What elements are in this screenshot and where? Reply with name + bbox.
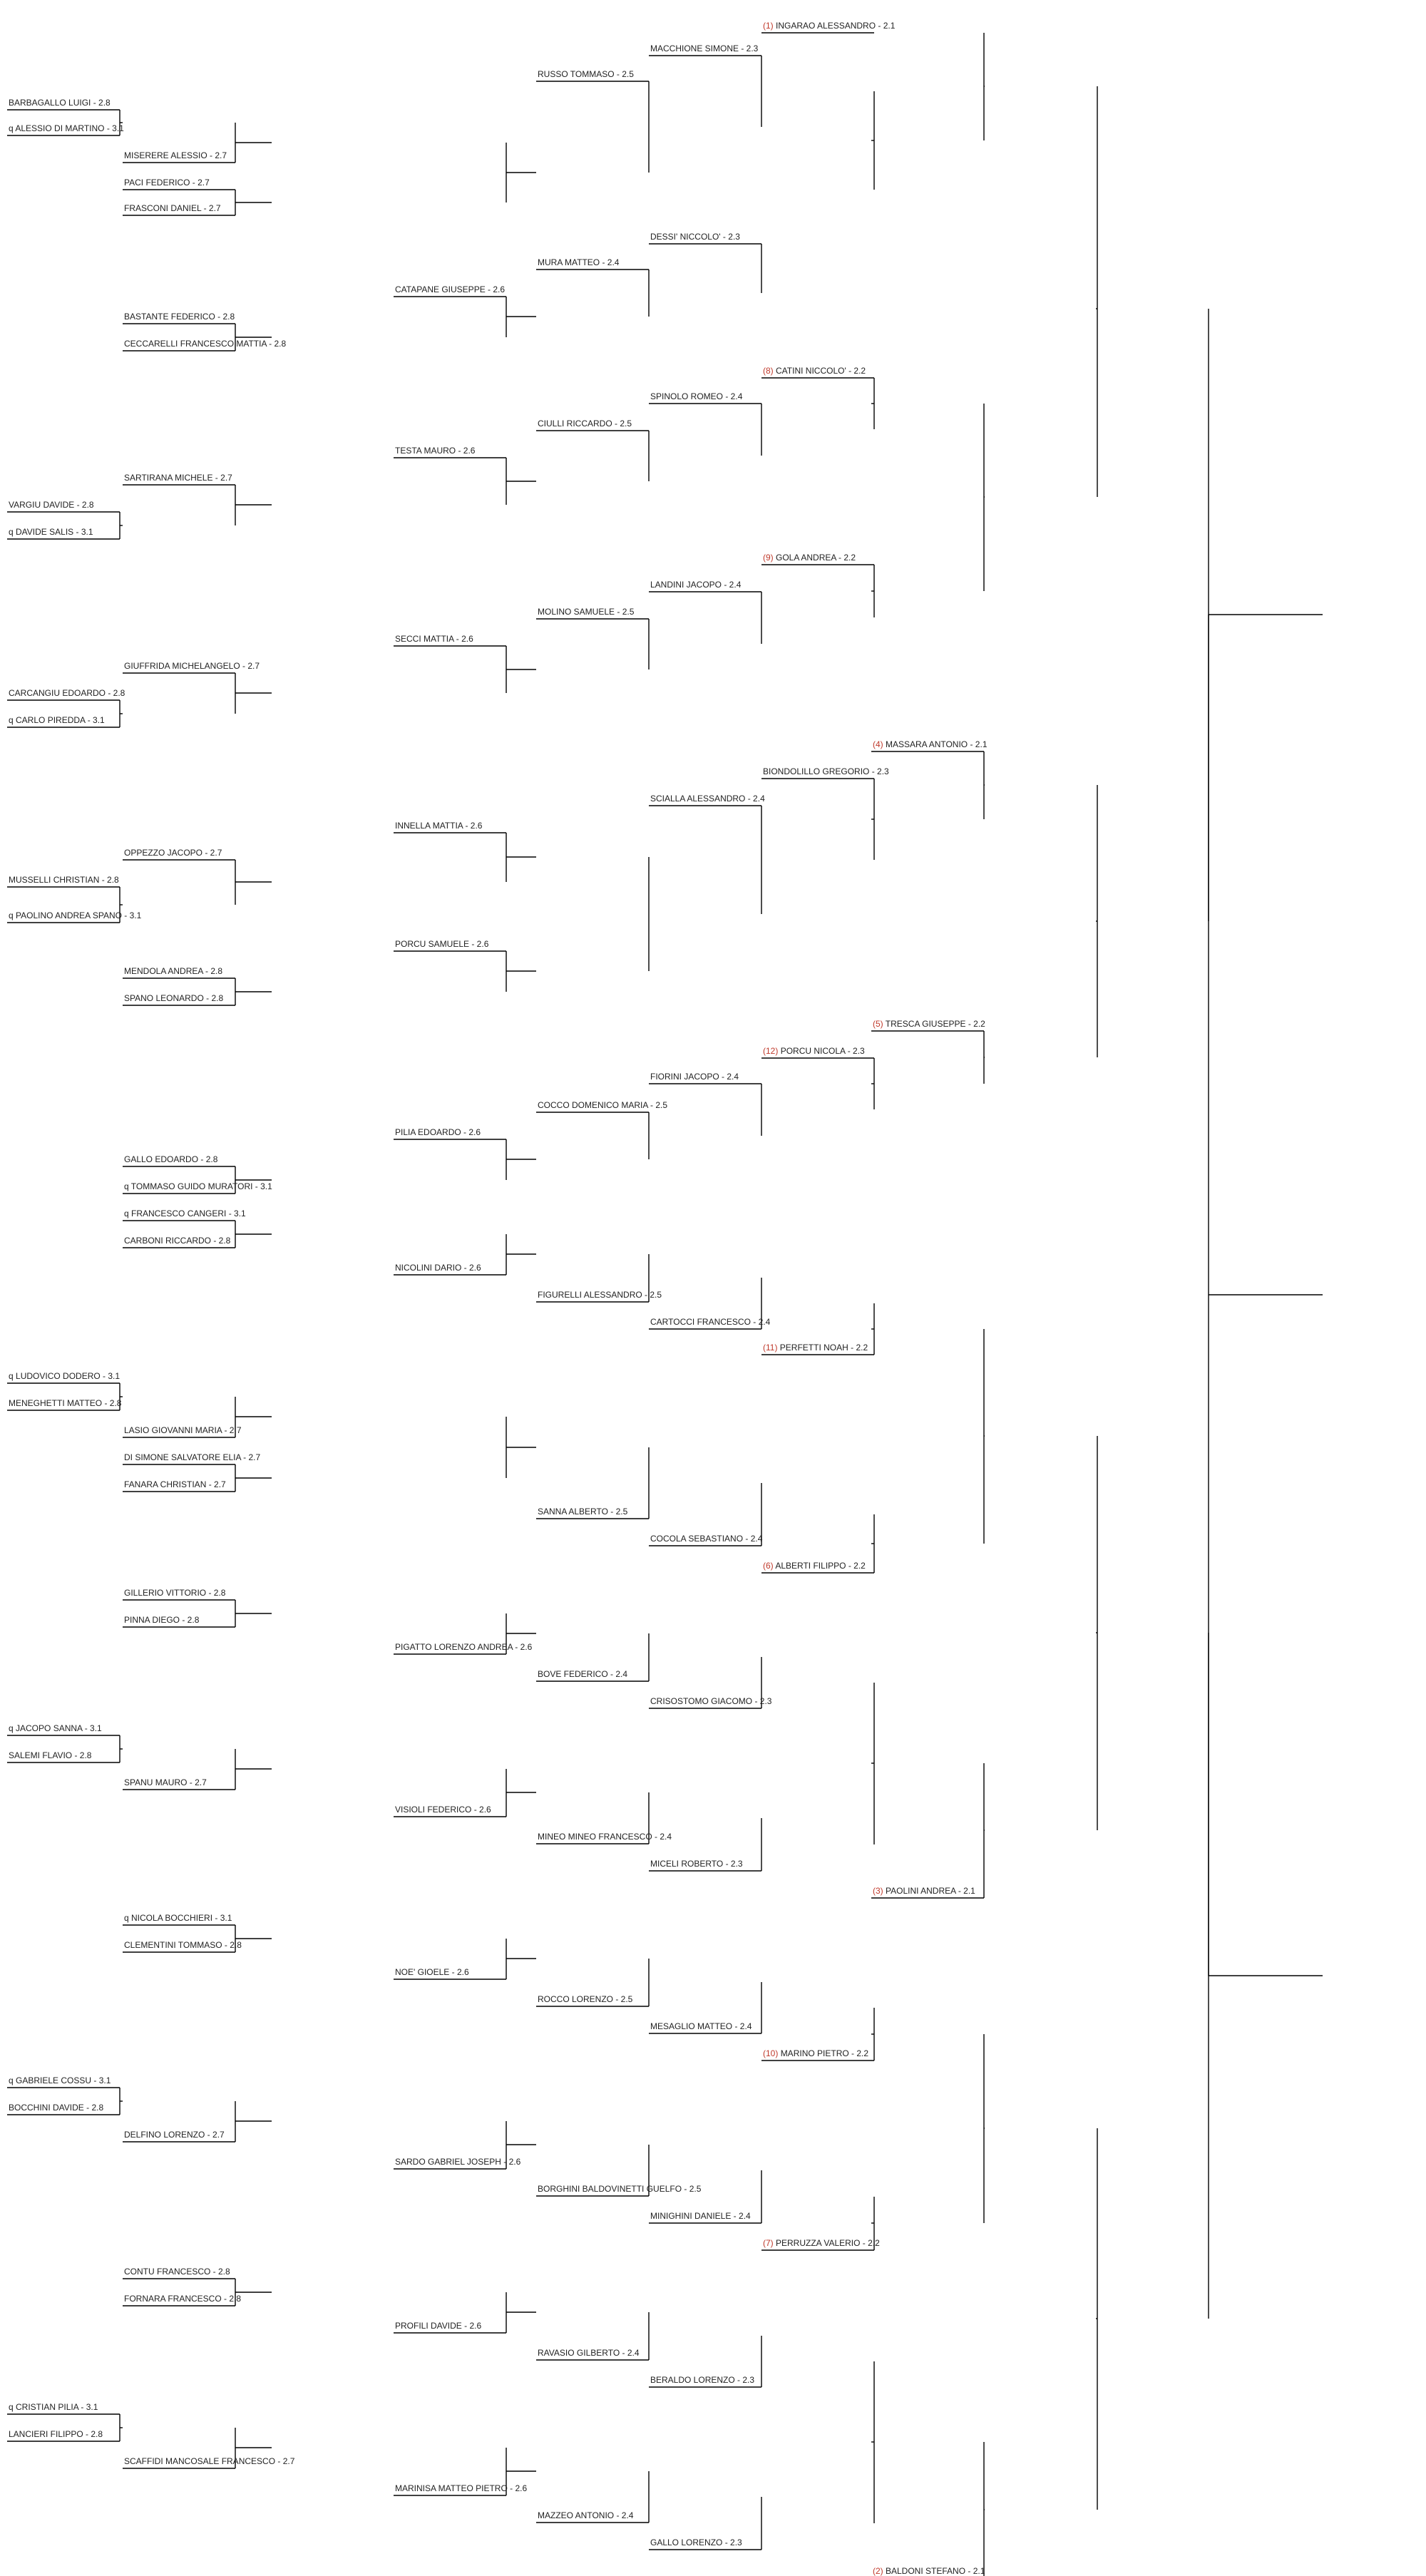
entry-label — [124, 473, 232, 483]
player-name: MARINISA MATTEO PIETRO - 2.6 — [395, 2483, 528, 2493]
entry-label — [763, 2238, 880, 2248]
player-name: CIULLI RICCARDO - 2.5 — [538, 419, 632, 429]
qualifier-mark: q — [124, 1913, 132, 1923]
entry-label — [124, 1588, 226, 1598]
entry-label — [538, 1832, 672, 1842]
player-name: BERALDO LORENZO - 2.3 — [650, 2375, 755, 2385]
entry-label — [124, 2267, 230, 2277]
entry-label — [395, 1127, 481, 1137]
player-name: VISIOLI FEDERICO - 2.6 — [395, 1805, 491, 1815]
player-name: MINEO MINEO FRANCESCO - 2.4 — [538, 1832, 672, 1842]
entry-label — [873, 1019, 985, 1029]
player-name: INGARAO ALESSANDRO - 2.1 — [776, 21, 896, 31]
player-name: SPINOLO ROMEO - 2.4 — [650, 391, 743, 401]
qualifier-mark: q — [9, 527, 16, 537]
player-name: SCAFFIDI MANCOSALE FRANCESCO - 2.7 — [124, 2456, 295, 2466]
entry-label — [124, 339, 286, 349]
entry-label — [9, 2402, 98, 2412]
player-name: PAOLINO ANDREA SPANO - 3.1 — [16, 910, 142, 920]
player-name: COCOLA SEBASTIANO - 2.4 — [650, 1534, 763, 1544]
entry-label — [124, 1452, 261, 1462]
player-name: PACI FEDERICO - 2.7 — [124, 178, 210, 188]
player-name: ALBERTI FILIPPO - 2.2 — [775, 1561, 866, 1571]
entry-label — [395, 2483, 527, 2493]
entry-label — [538, 1100, 667, 1110]
entry-label — [650, 43, 759, 53]
player-name: PORCU NICOLA - 2.3 — [780, 1046, 865, 1056]
entry-label — [650, 2211, 751, 2221]
entry-label — [538, 1994, 633, 2004]
entry-label — [763, 1343, 868, 1353]
player-name: FIORINI JACOPO - 2.4 — [650, 1072, 739, 1082]
player-name: BOCCHINI DAVIDE - 2.8 — [9, 2103, 104, 2113]
entry-label — [538, 2184, 702, 2194]
entry-labels — [9, 21, 988, 2576]
entry-label — [9, 1398, 122, 1408]
player-name: JACOPO SANNA - 3.1 — [16, 1723, 102, 1733]
seed-number: (12) — [763, 1046, 781, 1056]
player-name: MUSSELLI CHRISTIAN - 2.8 — [9, 875, 119, 885]
player-name: TESTA MAURO - 2.6 — [395, 446, 476, 456]
player-name: FRASCONI DANIEL - 2.7 — [124, 203, 221, 213]
seed-number: (2) — [873, 2566, 886, 2576]
entry-label — [650, 1072, 739, 1082]
entry-label — [124, 1236, 231, 1246]
entry-label — [124, 993, 223, 1003]
entry-label — [395, 2321, 481, 2331]
player-name: GIUFFRIDA MICHELANGELO - 2.7 — [124, 661, 260, 671]
player-name: MAZZEO ANTONIO - 2.4 — [538, 2510, 634, 2520]
entry-label — [650, 794, 765, 804]
entry-label — [538, 1669, 627, 1679]
entry-label — [124, 203, 221, 213]
player-name: CARCANGIU EDOARDO - 2.8 — [9, 688, 125, 698]
entry-label — [124, 2130, 225, 2140]
entry-label — [395, 1263, 481, 1273]
player-name: LANCIERI FILIPPO - 2.8 — [9, 2429, 103, 2439]
player-name: GILLERIO VITTORIO - 2.8 — [124, 1588, 226, 1598]
player-name: BARBAGALLO LUIGI - 2.8 — [9, 98, 111, 108]
entry-label — [538, 2510, 634, 2520]
entry-label — [650, 1317, 771, 1327]
entry-label — [395, 821, 483, 831]
player-name: LANDINI JACOPO - 2.4 — [650, 580, 742, 590]
entry-label — [763, 553, 856, 563]
entry-label — [124, 150, 227, 160]
entry-label — [9, 910, 142, 920]
seed-number: (3) — [873, 1886, 886, 1896]
entry-label — [763, 21, 896, 31]
entry-label — [538, 607, 635, 617]
entry-label — [763, 2048, 868, 2058]
player-name: CARBONI RICCARDO - 2.8 — [124, 1236, 231, 1246]
player-name: CLEMENTINI TOMMASO - 2.8 — [124, 1940, 242, 1950]
entry-label — [124, 1209, 246, 1218]
player-name: CARLO PIREDDA - 3.1 — [16, 715, 105, 725]
entry-label — [124, 178, 210, 188]
entry-label — [124, 1479, 226, 1489]
entry-label — [650, 2537, 742, 2547]
entry-label — [395, 1805, 491, 1815]
entry-label — [124, 848, 222, 858]
player-name: ROCCO LORENZO - 2.5 — [538, 1994, 633, 2004]
qualifier-mark: q — [9, 1723, 16, 1733]
entry-label — [9, 527, 93, 537]
entry-label — [9, 500, 94, 510]
qualifier-mark: q — [9, 1371, 16, 1381]
entry-label — [873, 1886, 975, 1896]
player-name: PORCU SAMUELE - 2.6 — [395, 939, 489, 949]
player-name: ALESSIO DI MARTINO - 3.1 — [15, 123, 124, 133]
player-name: DELFINO LORENZO - 2.7 — [124, 2130, 225, 2140]
qualifier-mark: q — [9, 910, 16, 920]
entry-label — [9, 1371, 120, 1381]
player-name: SPANO LEONARDO - 2.8 — [124, 993, 224, 1003]
entry-label — [9, 688, 125, 698]
player-name: VARGIU DAVIDE - 2.8 — [9, 500, 94, 510]
qualifier-mark: q — [9, 123, 16, 133]
player-name: PINNA DIEGO - 2.8 — [124, 1615, 200, 1625]
player-name: FIGURELLI ALESSANDRO - 2.5 — [538, 1290, 662, 1300]
qualifier-mark: q — [9, 2402, 16, 2412]
player-name: SECCI MATTIA - 2.6 — [395, 634, 473, 644]
player-name: BOVE FEDERICO - 2.4 — [538, 1669, 628, 1679]
player-name: CATINI NICCOLO' - 2.2 — [776, 366, 866, 376]
player-name: GABRIELE COSSU - 3.1 — [16, 2075, 111, 2085]
entry-label — [124, 1615, 200, 1625]
entry-label — [124, 1777, 207, 1787]
entry-label — [9, 1750, 92, 1760]
entry-label — [124, 1425, 242, 1435]
player-name: DESSI' NICCOLO' - 2.3 — [650, 232, 740, 242]
player-name: BASTANTE FEDERICO - 2.8 — [124, 312, 235, 322]
player-name: MISERERE ALESSIO - 2.7 — [124, 150, 227, 160]
entry-label — [650, 1859, 743, 1869]
seed-number: (10) — [763, 2048, 781, 2058]
player-name: NICOLINI DARIO - 2.6 — [395, 1263, 481, 1273]
seed-number: (5) — [873, 1019, 886, 1029]
entry-label — [873, 739, 988, 749]
player-name: PIGATTO LORENZO ANDREA - 2.6 — [395, 1642, 533, 1652]
entry-label — [538, 1507, 628, 1517]
entry-label — [538, 257, 620, 267]
bracket-lines — [7, 33, 1323, 2576]
player-name: NICOLA BOCCHIERI - 3.1 — [131, 1913, 232, 1923]
entry-label — [9, 875, 119, 885]
entry-label — [650, 1534, 763, 1544]
seed-number: (11) — [763, 1343, 780, 1353]
player-name: DAVIDE SALIS - 3.1 — [16, 527, 93, 537]
player-name: DI SIMONE SALVATORE ELIA - 2.7 — [124, 1452, 261, 1462]
player-name: CATAPANE GIUSEPPE - 2.6 — [395, 284, 506, 294]
player-name: OPPEZZO JACOPO - 2.7 — [124, 848, 222, 858]
seed-number: (6) — [763, 1561, 776, 1571]
player-name: GALLO LORENZO - 2.3 — [650, 2537, 742, 2547]
entry-label — [538, 69, 634, 79]
entry-label — [763, 766, 889, 776]
player-name: MARINO PIETRO - 2.2 — [780, 2048, 869, 2058]
player-name: SANNA ALBERTO - 2.5 — [538, 1507, 628, 1517]
entry-label — [124, 966, 222, 976]
seed-number: (4) — [873, 739, 886, 749]
entry-label — [763, 366, 866, 376]
entry-label — [395, 284, 505, 294]
player-name: SARTIRANA MICHELE - 2.7 — [124, 473, 232, 483]
entry-label — [9, 2103, 103, 2113]
entry-label — [538, 2348, 640, 2358]
entry-label — [395, 939, 489, 949]
player-name: NOE' GIOELE - 2.6 — [395, 1967, 469, 1977]
player-name: TRESCA GIUSEPPE - 2.2 — [885, 1019, 985, 1029]
entry-label — [124, 661, 260, 671]
player-name: COCCO DOMENICO MARIA - 2.5 — [538, 1100, 668, 1110]
seed-number: (1) — [763, 21, 776, 31]
player-name: RAVASIO GILBERTO - 2.4 — [538, 2348, 640, 2358]
entry-label — [650, 580, 742, 590]
entry-label — [124, 2456, 295, 2466]
entry-label — [9, 98, 111, 108]
qualifier-mark: q — [124, 1181, 131, 1191]
player-name: PERRUZZA VALERIO - 2.2 — [776, 2238, 880, 2248]
player-name: PAOLINI ANDREA - 2.1 — [886, 1886, 975, 1896]
player-name: MASSARA ANTONIO - 2.1 — [886, 739, 988, 749]
player-name: MICELI ROBERTO - 2.3 — [650, 1859, 743, 1869]
player-name: PERFETTI NOAH - 2.2 — [779, 1343, 868, 1353]
player-name: PROFILI DAVIDE - 2.6 — [395, 2321, 482, 2331]
qualifier-mark: q — [9, 715, 16, 725]
entry-label — [9, 2075, 111, 2085]
entry-label — [650, 2375, 754, 2385]
entry-label — [763, 1561, 866, 1571]
entry-label — [395, 634, 473, 644]
qualifier-mark: q — [124, 1209, 132, 1218]
player-name: SPANU MAURO - 2.7 — [124, 1777, 207, 1787]
entry-label — [124, 1913, 232, 1923]
entry-label — [538, 1290, 662, 1300]
player-name: FRANCESCO CANGERI - 3.1 — [131, 1209, 246, 1218]
qualifier-mark: q — [9, 2075, 16, 2085]
entry-label — [650, 1696, 772, 1706]
player-name: CRISTIAN PILIA - 3.1 — [16, 2402, 98, 2412]
player-name: MACCHIONE SIMONE - 2.3 — [650, 43, 759, 53]
player-name: SCIALLA ALESSANDRO - 2.4 — [650, 794, 765, 804]
entry-label — [650, 232, 740, 242]
entry-label — [395, 2157, 521, 2167]
entry-label — [124, 1940, 242, 1950]
player-name: MINIGHINI DANIELE - 2.4 — [650, 2211, 751, 2221]
entry-label — [395, 1642, 533, 1652]
entry-label — [9, 123, 124, 133]
entry-label — [395, 1967, 469, 1977]
player-name: MOLINO SAMUELE - 2.5 — [538, 607, 635, 617]
entry-label — [538, 419, 632, 429]
entry-label — [124, 312, 235, 322]
player-name: RUSSO TOMMASO - 2.5 — [538, 69, 634, 79]
player-name: MURA MATTEO - 2.4 — [538, 257, 620, 267]
entry-label — [763, 1046, 865, 1056]
player-name: BALDONI STEFANO - 2.1 — [886, 2566, 985, 2576]
player-name: MENDOLA ANDREA - 2.8 — [124, 966, 223, 976]
player-name: FANARA CHRISTIAN - 2.7 — [124, 1479, 226, 1489]
entry-label — [9, 1723, 102, 1733]
player-name: SARDO GABRIEL JOSEPH - 2.6 — [395, 2157, 521, 2167]
seed-number: (9) — [763, 553, 776, 563]
player-name: MENEGHETTI MATTEO - 2.8 — [9, 1398, 122, 1408]
player-name: FORNARA FRANCESCO - 2.8 — [124, 2294, 242, 2304]
player-name: PILIA EDOARDO - 2.6 — [395, 1127, 481, 1137]
player-name: LASIO GIOVANNI MARIA - 2.7 — [124, 1425, 242, 1435]
entry-label — [9, 2429, 103, 2439]
player-name: CONTU FRANCESCO - 2.8 — [124, 2267, 230, 2277]
player-name: CARTOCCI FRANCESCO - 2.4 — [650, 1317, 771, 1327]
entry-label — [650, 391, 743, 401]
player-name: BORGHINI BALDOVINETTI GUELFO - 2.5 — [538, 2184, 702, 2194]
entry-label — [9, 715, 105, 725]
entry-label — [124, 1154, 218, 1164]
entry-label — [124, 2294, 241, 2304]
player-name: LUDOVICO DODERO - 3.1 — [16, 1371, 120, 1381]
seed-number: (8) — [763, 366, 776, 376]
entry-label — [395, 446, 476, 456]
player-name: BIONDOLILLO GREGORIO - 2.3 — [763, 766, 889, 776]
player-name: GALLO EDOARDO - 2.8 — [124, 1154, 218, 1164]
player-name: TOMMASO GUIDO MURATORI - 3.1 — [130, 1181, 272, 1191]
player-name: INNELLA MATTIA - 2.6 — [395, 821, 483, 831]
player-name: MESAGLIO MATTEO - 2.4 — [650, 2021, 752, 2031]
player-name: GOLA ANDREA - 2.2 — [776, 553, 856, 563]
entry-label — [873, 2566, 985, 2576]
seed-number: (7) — [763, 2238, 776, 2248]
entry-label — [124, 1181, 272, 1191]
player-name: CRISOSTOMO GIACOMO - 2.3 — [650, 1696, 772, 1706]
player-name: SALEMI FLAVIO - 2.8 — [9, 1750, 92, 1760]
player-name: CECCARELLI FRANCESCO MATTIA - 2.8 — [124, 339, 287, 349]
entry-label — [650, 2021, 752, 2031]
